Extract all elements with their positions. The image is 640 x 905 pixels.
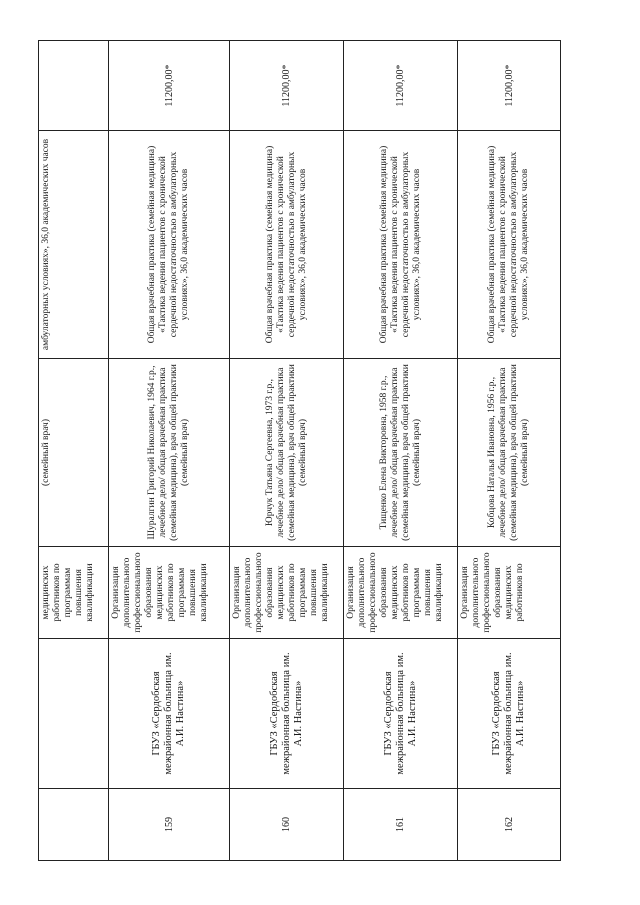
department-cell: Организация дополнительного профессионального образования медицинских работников по программам повышения квалификации xyxy=(344,547,458,639)
price-cell: 11200,00* xyxy=(458,41,561,131)
rotated-table-wrapper xyxy=(38,41,560,861)
table-row xyxy=(458,41,561,861)
organization-cell: ГБУЗ «Сердобская межрайонная больница им. А.И. Настина» xyxy=(344,639,458,789)
continuation-num-cell xyxy=(39,789,109,861)
doctor-cell: Тищенко Елена Викторовна, 1958 г.р., лечебное дело/ общая врачебная практика (семейная медицина), врач общей практики (семейный врач) xyxy=(344,359,458,547)
department-cell: Организация дополнительного профессионального образования медицинских работников по программам повышения квалификации xyxy=(230,547,344,639)
table-row xyxy=(344,41,458,861)
continuation-doctor-cell: (семейный врач) xyxy=(39,359,109,547)
training-table xyxy=(38,40,561,861)
organization-cell: ГБУЗ «Сердобская межрайонная больница им. А.И. Настина» xyxy=(230,639,344,789)
row-number: 161 xyxy=(344,789,458,861)
row-number: 162 xyxy=(458,789,561,861)
continuation-org-cell xyxy=(39,639,109,789)
course-cell: Общая врачебная практика (семейная медицина) «Тактика ведения пациентов с хронической сердечной недостаточностью в амбулаторных условиях», 36,0 академических часов xyxy=(109,131,230,359)
department-cell: Организация дополнительного профессионального образования медицинских работников по xyxy=(458,547,561,639)
organization-cell: ГБУЗ «Сердобская межрайонная больница им. А.И. Настина» xyxy=(109,639,230,789)
continuation-price-cell xyxy=(39,41,109,131)
doctor-cell: Кобцова Наталья Ивановна, 1956 г.р., лечебное дело/ общая врачебная практика (семейная медицина), врач общей практики (семейный врач) xyxy=(458,359,561,547)
continuation-row xyxy=(39,41,109,861)
price-cell: 11200,00* xyxy=(344,41,458,131)
row-number: 159 xyxy=(109,789,230,861)
table-row xyxy=(109,41,230,861)
organization-cell: ГБУЗ «Сердобская межрайонная больница им. А.И. Настина» xyxy=(458,639,561,789)
course-cell: Общая врачебная практика (семейная медицина) «Тактика ведения пациентов с хронической сердечной недостаточностью в амбулаторных условиях», 36,0 академических часов xyxy=(230,131,344,359)
table-row xyxy=(230,41,344,861)
doctor-cell: Шуралгин Григорий Николаевич, 1964 г.р., лечебное дело/ общая врачебная практика (семейная медицина), врач общей практики (семейный врач) xyxy=(109,359,230,547)
course-cell: Общая врачебная практика (семейная медицина) «Тактика ведения пациентов с хронической сердечной недостаточностью в амбулаторных условиях», 36,0 академических часов xyxy=(458,131,561,359)
doctor-cell: Юрчук Татьяна Сергеевна, 1973 г.р., лечебное дело/ общая врачебная практика (семейная медицина), врач общей практики (семейный врач) xyxy=(230,359,344,547)
course-cell: Общая врачебная практика (семейная медицина) «Тактика ведения пациентов с хронической сердечной недостаточностью в амбулаторных условиях», 36,0 академических часов xyxy=(344,131,458,359)
row-number: 160 xyxy=(230,789,344,861)
price-cell: 11200,00* xyxy=(109,41,230,131)
continuation-course-cell: амбулаторных условиях», 36,0 академических часов xyxy=(39,131,109,359)
price-cell: 11200,00* xyxy=(230,41,344,131)
department-cell: Организация дополнительного профессионального образования медицинских работников по программам повышения квалификации xyxy=(109,547,230,639)
continuation-dept-cell: медицинских работников по программам повышения квалификации xyxy=(39,547,109,639)
